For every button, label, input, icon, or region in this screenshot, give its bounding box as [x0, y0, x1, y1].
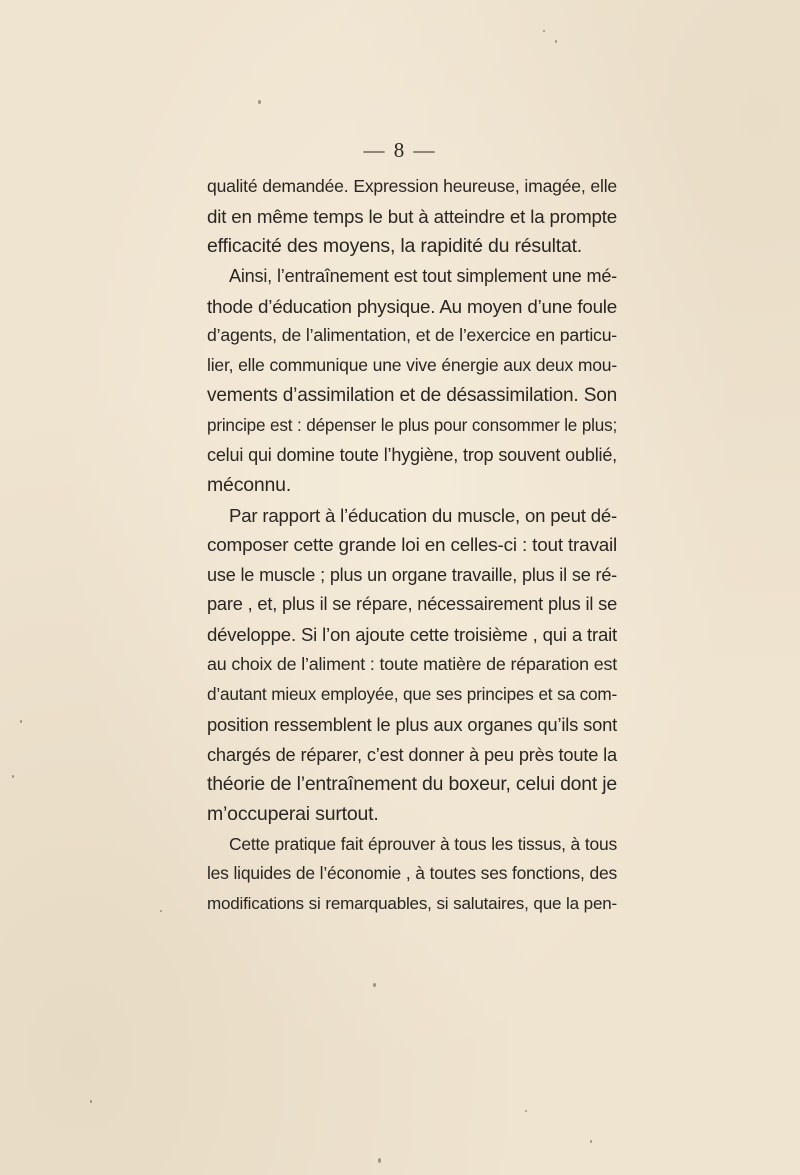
text-line: Par rapport à l’éducation du muscle, on peut dé- [229, 504, 617, 526]
text-line: dit en même temps le but à atteindre et la prompte [207, 205, 617, 227]
text-line: thode d’éducation physique. Au moyen d’une foule [207, 295, 617, 317]
text-line: modifications si remarquables, si salutaires, que la pen- [207, 894, 617, 914]
text-line: vements d’assimilation et de désassimilation. Son [207, 385, 617, 407]
text-line: lier, elle communique une vive énergie aux deux mou- [207, 355, 617, 376]
text-line: qualité demandée. Expression heureuse, imagée, elle [207, 176, 617, 196]
text-line: composer cette grande loi en celles-ci : tout travail [207, 534, 617, 556]
paper-speck [543, 30, 545, 32]
paper-speck [20, 720, 22, 723]
text-line: Cette pratique fait éprouver à tous les tissus, à tous [229, 833, 617, 854]
text-line: celui qui domine toute l’hygiène, trop souvent oublié, [207, 445, 617, 466]
text-line: au choix de l’aliment : toute matière de réparation est [207, 654, 617, 675]
text-line: m’occuperai surtout. [207, 802, 379, 825]
text-line: théorie de l’entraînement du boxeur, celui dont je [207, 772, 617, 795]
paper-speck [378, 1158, 381, 1163]
text-line: use le muscle ; plus un organe travaille, plus il se ré- [207, 564, 617, 585]
paper-speck [258, 100, 261, 104]
paper-speck [90, 1100, 92, 1103]
text-line: efficacité des moyens, la rapidité du résultat. [207, 234, 583, 257]
page-number: — 8 — [363, 138, 437, 162]
paper-speck [590, 1140, 592, 1143]
text-line: chargés de réparer, c’est donner à peu près toute la [207, 743, 617, 765]
text-line: les liquides de l’économie , à toutes ses fonctions, des [207, 863, 617, 884]
paper-speck [160, 910, 162, 912]
text-line: position ressemblent le plus aux organes qu’ils sont [207, 714, 617, 736]
paper-speck [525, 1110, 527, 1112]
body-text [207, 172, 617, 919]
text-line: d’agents, de l’alimentation, et de l’exercice en particu- [207, 325, 617, 346]
paper-speck [12, 775, 14, 778]
text-line: principe est : dépenser le plus pour consommer le plus; [207, 416, 617, 436]
text-line: développe. Si l’on ajoute cette troisième , qui a trait [207, 624, 617, 646]
text-line: d’autant mieux employée, que ses principes et sa com- [207, 684, 617, 705]
paper-speck [373, 983, 376, 987]
text-line: Ainsi, l’entraînement est tout simplement une mé- [229, 265, 617, 286]
paper-speck [555, 40, 557, 43]
text-line: pare , et, plus il se répare, nécessairement plus il se [207, 594, 617, 615]
text-line: méconnu. [207, 473, 292, 496]
